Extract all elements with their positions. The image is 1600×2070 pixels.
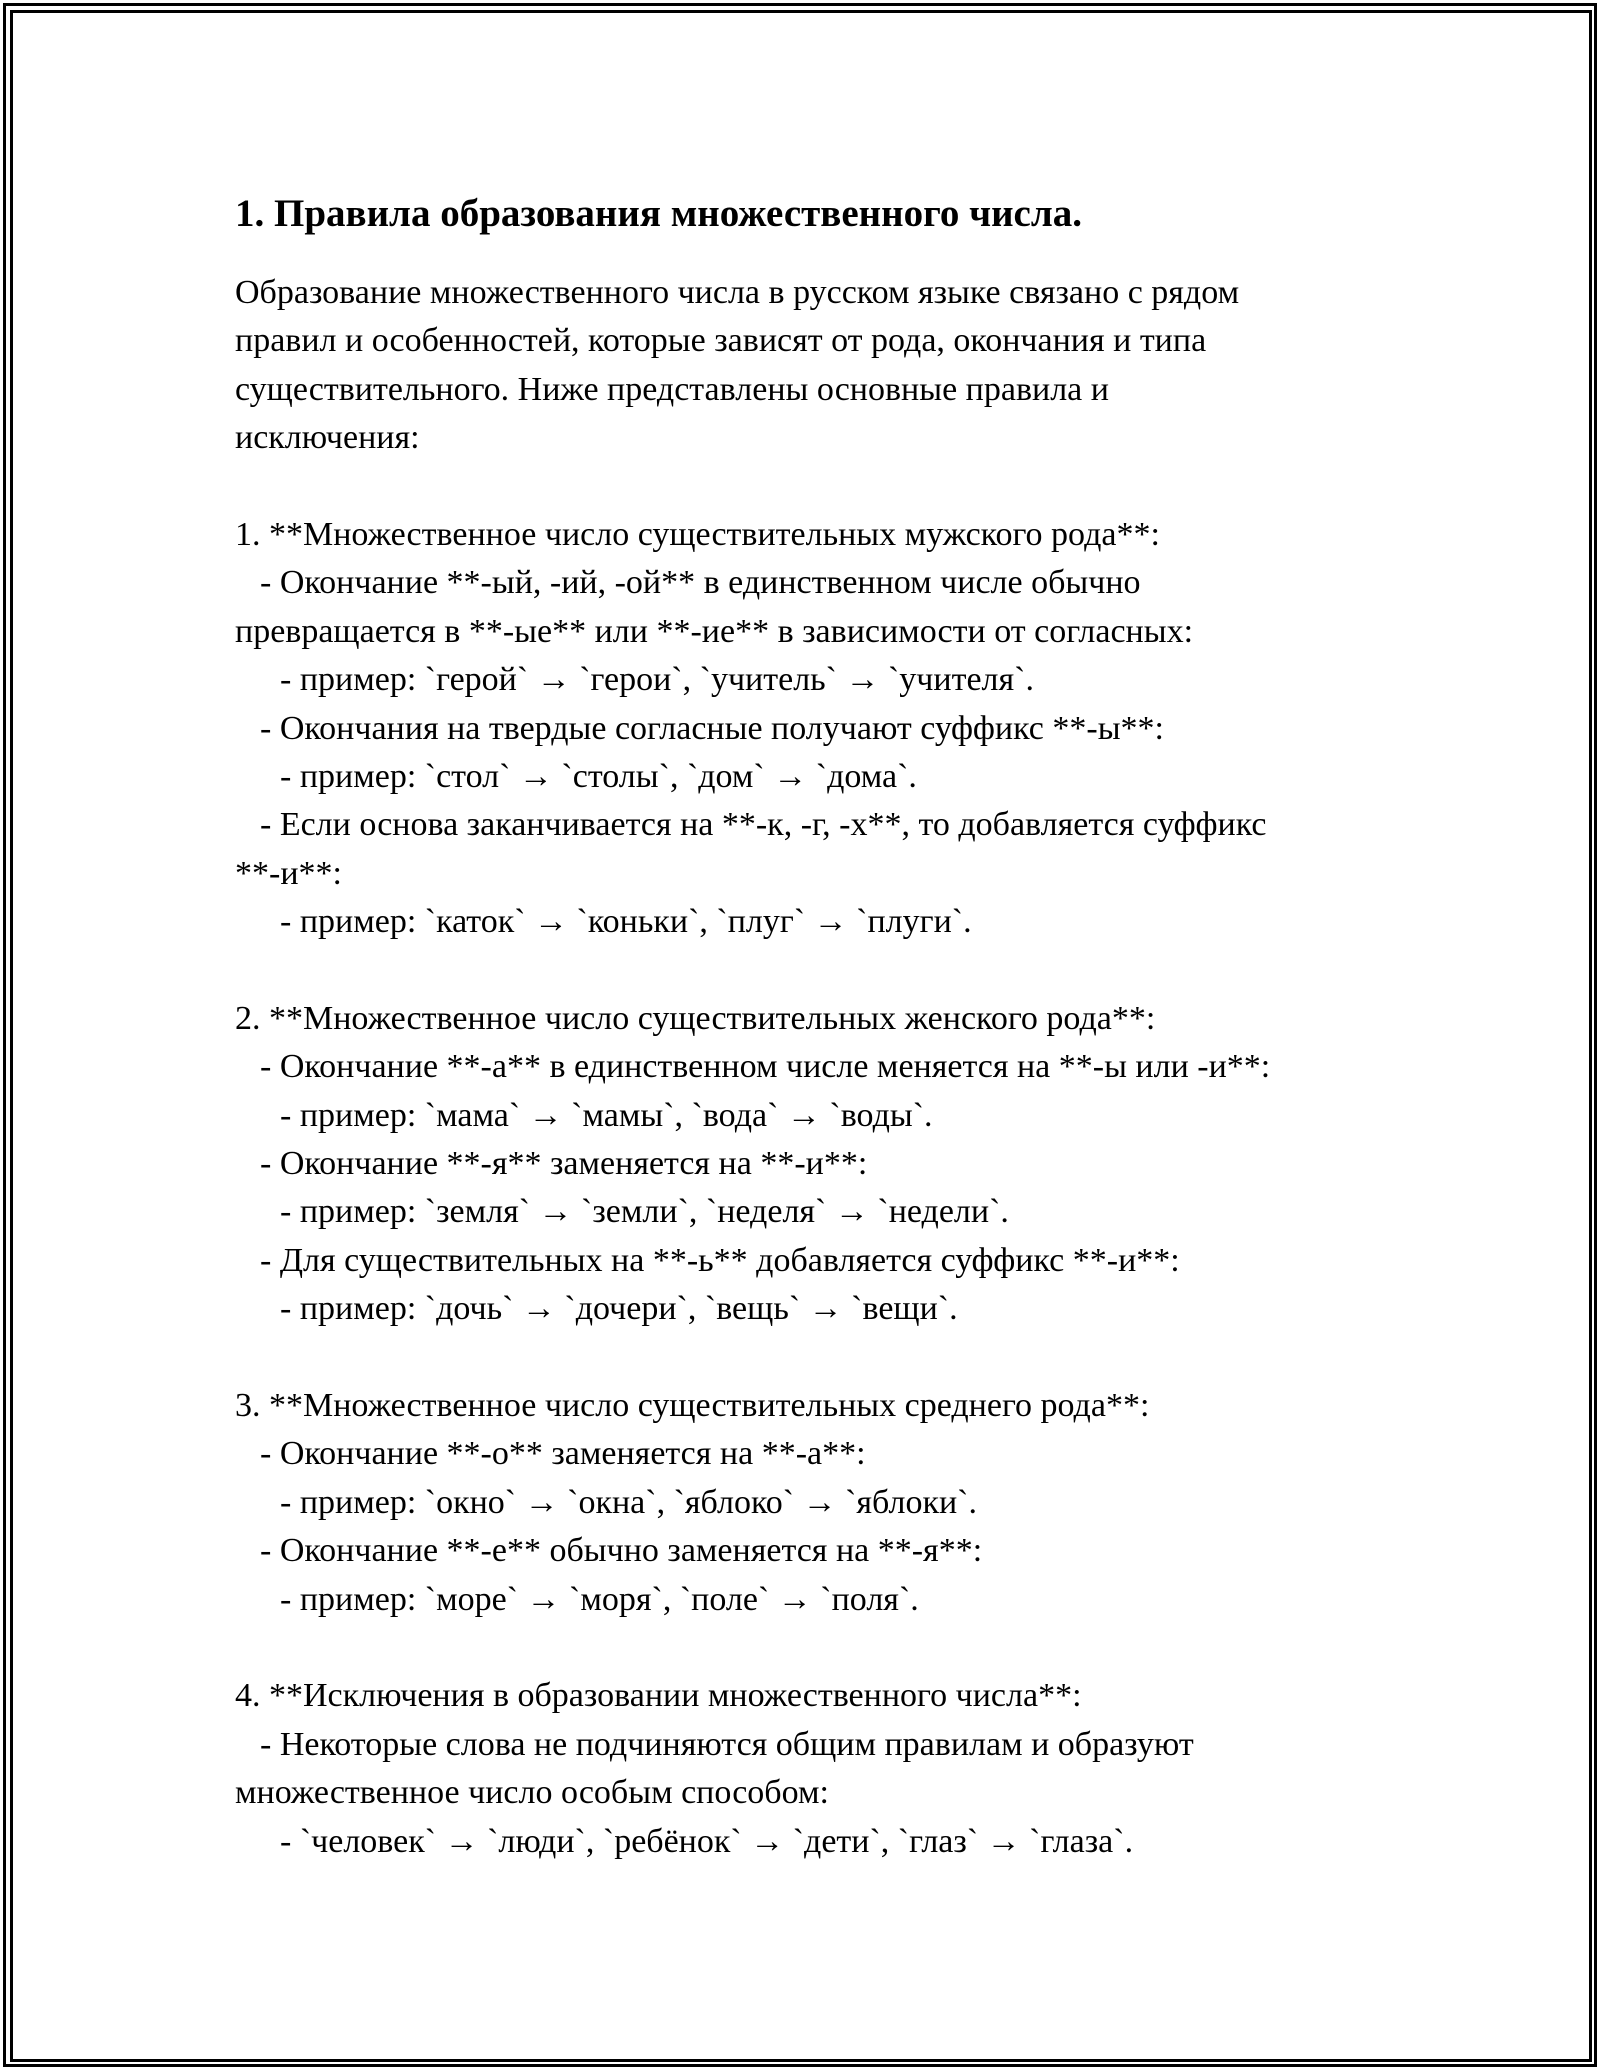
blank-line	[235, 946, 1415, 994]
text-line: исключения:	[235, 419, 420, 457]
text-line: - `человек` → `люди`, `ребёнок` → `дети`, `глаз` → `глаза`.	[280, 1822, 1134, 1860]
text-line: правил и особенностей, которые зависят от рода, окончания и типа	[235, 322, 1207, 360]
text-line: существительного. Ниже представлены основные правила и	[235, 370, 1109, 408]
text-line: - пример: `герой` → `герои`, `учитель` → `учителя`.	[280, 661, 1034, 699]
text-line: - Окончание **-ый, -ий, -ой** в единственном числе обычно	[260, 564, 1141, 602]
text-line: - пример: `стол` → `столы`, `дом` → `дома`.	[280, 757, 917, 795]
blank-line	[235, 1334, 1415, 1382]
text-line: 2. **Множественное число существительных женского рода**:	[235, 999, 1156, 1037]
blank-line	[235, 463, 1415, 511]
text-line: Образование множественного числа в русском языке связано с рядом	[235, 274, 1240, 311]
text-line: - пример: `окно` → `окна`, `яблоко` → `яблоки`.	[280, 1483, 977, 1521]
text-line: 1. **Множественное число существительных мужского рода**:	[235, 515, 1160, 553]
text-line: - пример: `мама` → `мамы`, `вода` → `воды`.	[280, 1096, 933, 1134]
blank-line	[235, 1624, 1415, 1672]
document-body	[235, 269, 1415, 1866]
text-line: **-и**:	[235, 854, 342, 892]
text-line: - пример: `земля` → `земли`, `неделя` → `недели`.	[280, 1193, 1009, 1231]
text-line: множественное число особым способом:	[235, 1774, 829, 1812]
text-line: - Для существительных на **-ь** добавляется суффикс **-и**:	[260, 1241, 1180, 1279]
text-line: - Окончание **-я** заменяется на **-и**:	[260, 1145, 868, 1183]
text-line: - Некоторые слова не подчиняются общим правилам и образуют	[260, 1725, 1194, 1763]
text-line: - пример: `море` → `моря`, `поле` → `поля`.	[280, 1580, 919, 1618]
text-line: 3. **Множественное число существительных среднего рода**:	[235, 1386, 1150, 1424]
text-line: - Окончания на твердые согласные получают суффикс **-ы**:	[260, 709, 1164, 747]
text-line: - Окончание **-о** заменяется на **-а**:	[260, 1435, 866, 1473]
text-line: - Если основа заканчивается на **-к, -г, -х**, то добавляется суффикс	[260, 806, 1267, 844]
text-line: - Окончание **-а** в единственном числе меняется на **-ы или -и**:	[260, 1048, 1271, 1086]
document-page	[235, 187, 1415, 1860]
text-line: 4. **Исключения в образовании множественного числа**:	[235, 1677, 1082, 1715]
text-line: - Окончание **-е** обычно заменяется на **-я**:	[260, 1532, 983, 1570]
document-title: 1. Правила образования множественного числа.	[235, 192, 1082, 235]
text-line: - пример: `дочь` → `дочери`, `вещь` → `вещи`.	[280, 1290, 958, 1328]
text-line: - пример: `каток` → `коньки`, `плуг` → `плуги`.	[280, 903, 972, 941]
text-line: превращается в **-ые** или **-ие** в зависимости от согласных:	[235, 612, 1194, 650]
